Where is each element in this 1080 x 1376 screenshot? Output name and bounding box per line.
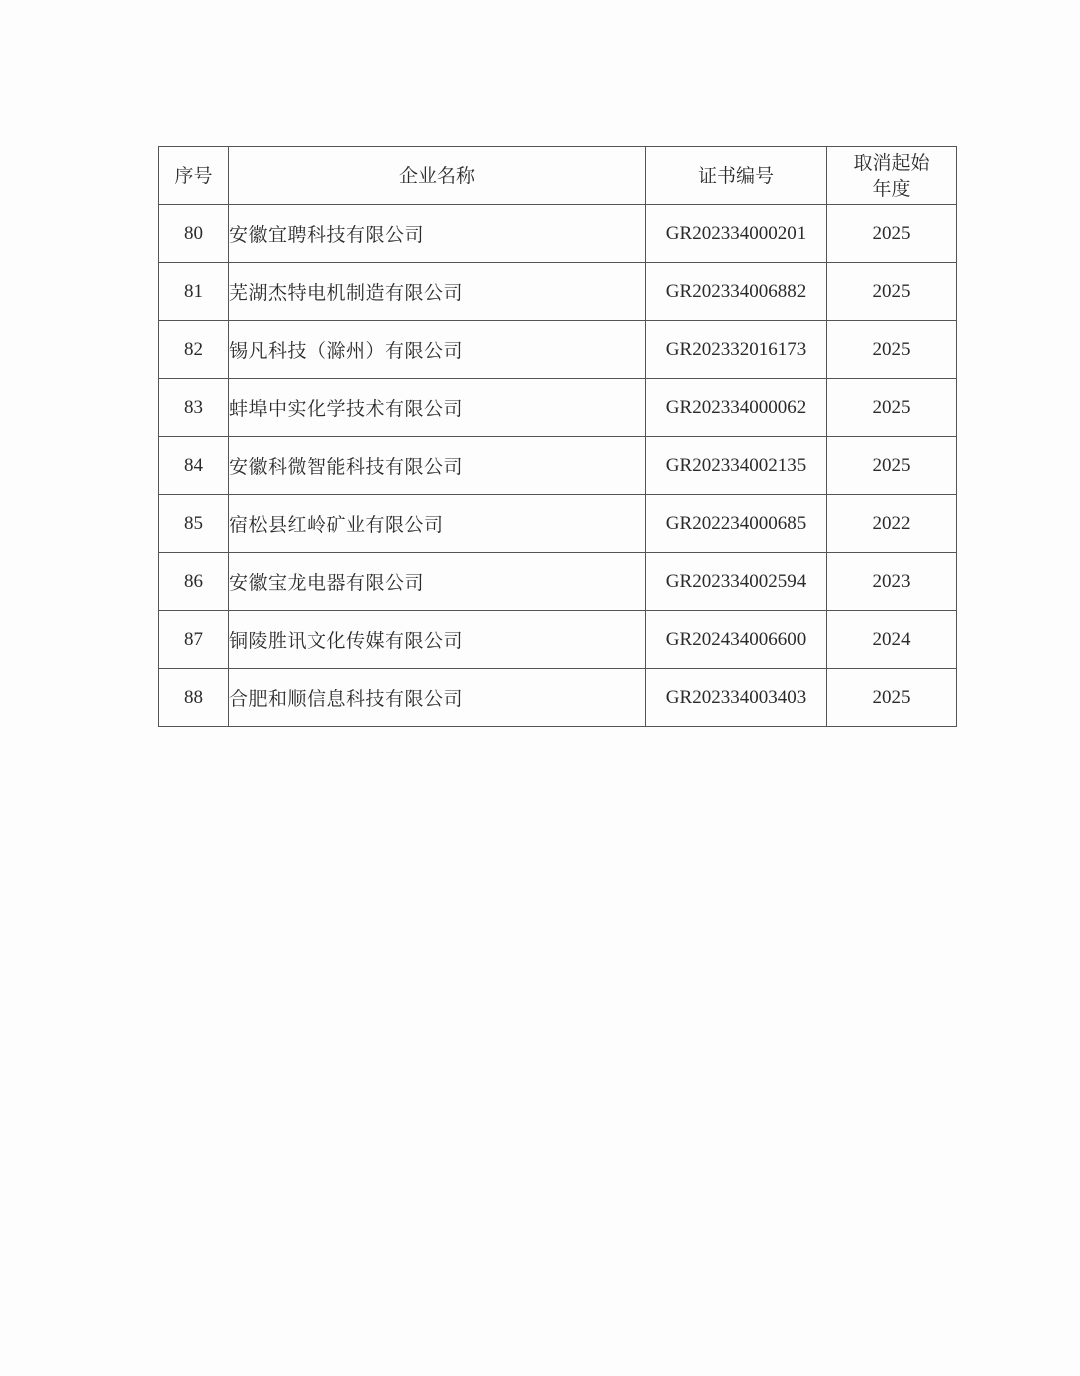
header-serial-number: 序号 (159, 147, 229, 205)
table-header-row (159, 147, 957, 205)
table-row (159, 263, 957, 321)
table-row (159, 321, 957, 379)
table-row (159, 611, 957, 669)
start-year-cell: 2025 (827, 263, 957, 321)
certificate-number-cell: GR202332016173 (646, 321, 827, 379)
table-row (159, 553, 957, 611)
start-year-cell: 2025 (827, 321, 957, 379)
company-name-cell: 安徽科微智能科技有限公司 (229, 437, 646, 495)
company-name-cell: 锡凡科技（滁州）有限公司 (229, 321, 646, 379)
serial-number-cell: 81 (159, 263, 229, 321)
serial-number-cell: 87 (159, 611, 229, 669)
certificate-number-cell: GR202434006600 (646, 611, 827, 669)
revoked-certificates-table (158, 146, 957, 727)
header-year-line1: 取消起始 (853, 151, 930, 174)
header-revocation-start-year (827, 147, 957, 205)
start-year-cell: 2024 (827, 611, 957, 669)
table-row (159, 205, 957, 263)
header-certificate-number: 证书编号 (646, 147, 827, 205)
table-row (159, 495, 957, 553)
company-name-cell: 宿松县红岭矿业有限公司 (229, 495, 646, 553)
start-year-cell: 2025 (827, 437, 957, 495)
serial-number-cell: 82 (159, 321, 229, 379)
certificate-number-cell: GR202234000685 (646, 495, 827, 553)
certificate-number-cell: GR202334000062 (646, 379, 827, 437)
certificate-number-cell: GR202334000201 (646, 205, 827, 263)
start-year-cell: 2025 (827, 205, 957, 263)
serial-number-cell: 86 (159, 553, 229, 611)
header-year-line2: 年度 (872, 177, 911, 200)
start-year-cell: 2025 (827, 669, 957, 727)
header-company-name: 企业名称 (229, 147, 646, 205)
company-name-cell: 芜湖杰特电机制造有限公司 (229, 263, 646, 321)
start-year-cell: 2023 (827, 553, 957, 611)
company-name-cell: 铜陵胜讯文化传媒有限公司 (229, 611, 646, 669)
serial-number-cell: 88 (159, 669, 229, 727)
table-row (159, 669, 957, 727)
company-name-cell: 蚌埠中实化学技术有限公司 (229, 379, 646, 437)
table-row (159, 437, 957, 495)
serial-number-cell: 80 (159, 205, 229, 263)
serial-number-cell: 83 (159, 379, 229, 437)
company-name-cell: 安徽宜聘科技有限公司 (229, 205, 646, 263)
serial-number-cell: 85 (159, 495, 229, 553)
start-year-cell: 2022 (827, 495, 957, 553)
table-row (159, 379, 957, 437)
start-year-cell: 2025 (827, 379, 957, 437)
certificate-number-cell: GR202334006882 (646, 263, 827, 321)
certificate-number-cell: GR202334002135 (646, 437, 827, 495)
serial-number-cell: 84 (159, 437, 229, 495)
certificate-number-cell: GR202334003403 (646, 669, 827, 727)
company-name-cell: 安徽宝龙电器有限公司 (229, 553, 646, 611)
company-name-cell: 合肥和顺信息科技有限公司 (229, 669, 646, 727)
certificate-number-cell: GR202334002594 (646, 553, 827, 611)
